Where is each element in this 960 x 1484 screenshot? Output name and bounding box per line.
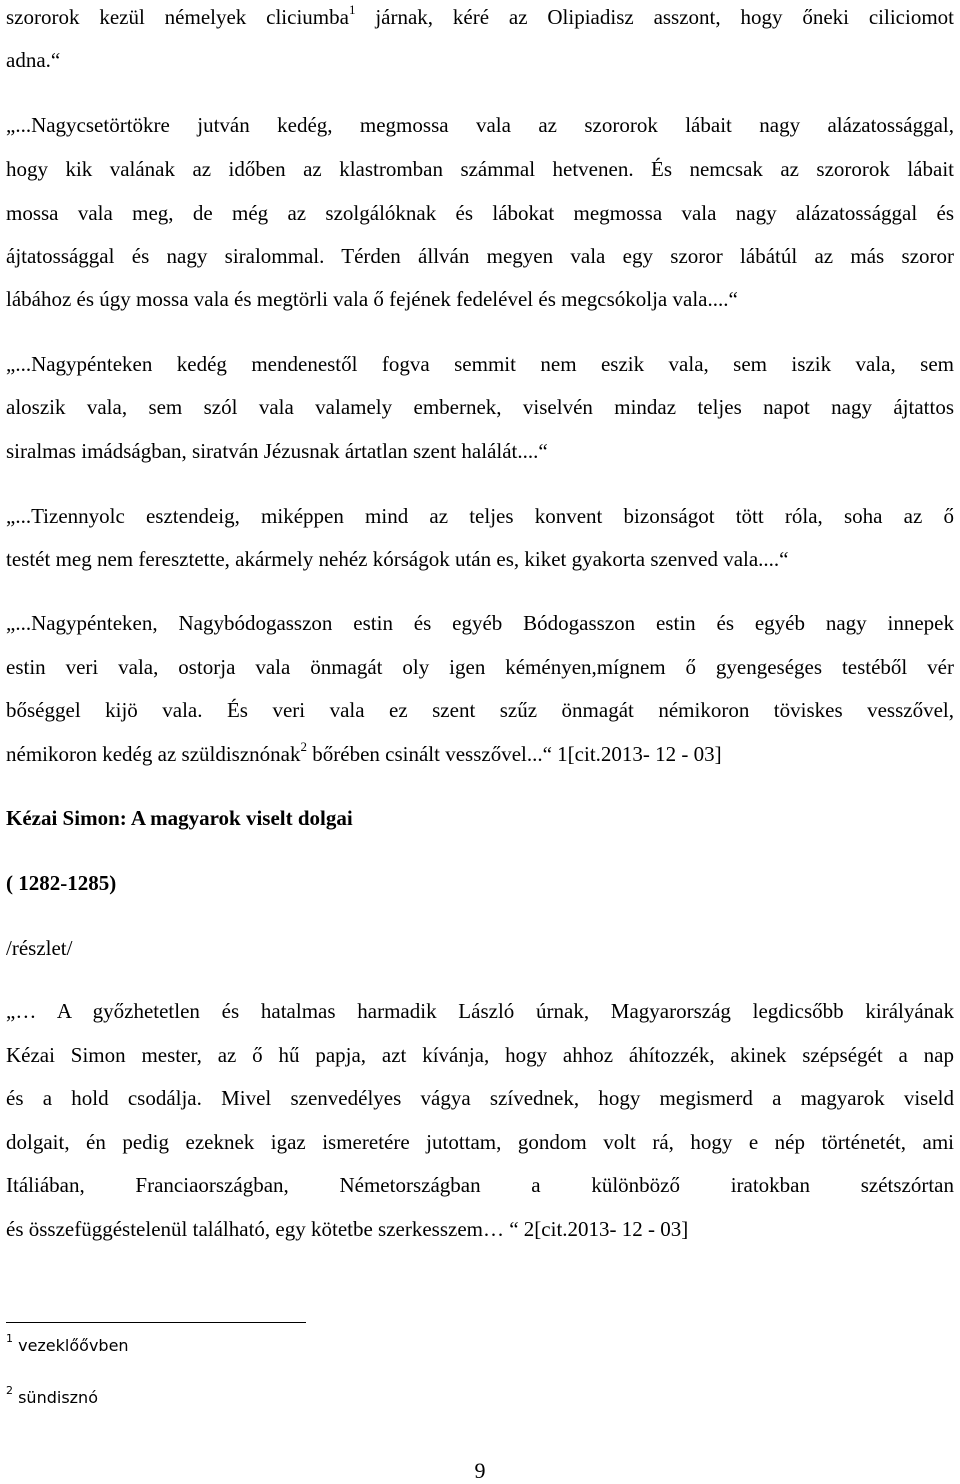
footnote-ref-1[interactable]: 1 [348, 2, 356, 17]
text-line: mossa vala meg, de még az szolgálóknak és lábokat megmossa vala nagy alázatossággal és [6, 201, 954, 225]
excerpt-label: /részlet/ [6, 936, 73, 960]
quote-line: és a hold csodálja. Mivel szenvedélyes vágya szívednek, hogy megismerd a magyarok viseld [6, 1086, 954, 1110]
quote-line: dolgait, én pedig ezeknek igaz ismeretére jutottam, gondom volt rá, hogy e nép történetét, ami [6, 1130, 954, 1154]
footnote-1 [6, 1331, 129, 1356]
text-line [6, 741, 954, 767]
line-text: bőrében csinált vesszővel...“ 1[cit.2013- 12 - 03] [307, 742, 722, 766]
text-line: „...Tizennyolc esztendeig, miképpen mind az teljes konvent bizonságot tött róla, soha az ő [6, 504, 954, 528]
section-heading: Kézai Simon: A magyarok viselt dolgai [6, 806, 353, 830]
text-line: „...Nagypénteken kedég mendenestől fogva semmit nem eszik vala, sem iszik vala, sem [6, 352, 954, 376]
line-text: némikoron kedég az szüldisznónak [6, 742, 301, 766]
text-line: ájtatossággal és nagy siralommal. Térden állván megyen vala egy szoror lábátúl az más szoror [6, 244, 954, 268]
text-line: aloszik vala, sem szól vala valamely embernek, viselvén mindaz teljes napot nagy ájtattos [6, 395, 954, 419]
text-line [6, 4, 954, 30]
text-line: bőséggel kijö vala. És veri vala ez szent szűz önmagát némikoron töviskes vesszővel, [6, 698, 954, 722]
text-line: lábához és úgy mossa vala és megtörli vala ő fejének fedelével és megcsókolja vala....“ [6, 287, 738, 311]
text-line: „...Nagycsetörtökre jutván kedég, megmossa vala az szororok lábait nagy alázatossággal, [6, 113, 954, 137]
quote-line: és összefüggéstelenül található, egy kötetbe szerkesszem… “ 2[cit.2013- 12 - 03] [6, 1217, 689, 1241]
footnote-number: 1 [6, 1331, 13, 1345]
text-line: estin veri vala, ostorja vala önmagát oly igen kéményen,mígnem ő gyengeséges testéből vér [6, 655, 954, 679]
quote-line: „… A győzhetetlen és hatalmas harmadik László úrnak, Magyarország legdicsőbb királyának [6, 999, 954, 1023]
footnote-separator [6, 1322, 306, 1323]
text-line: hogy kik valának az időben az klastromban számmal hetvenen. És nemcsak az szororok lábait [6, 157, 954, 181]
line-text: szororok kezül némelyek cliciumba [6, 5, 349, 29]
text-line: testét meg nem feresztette, akármely nehéz kórságok után es, kiket gyakorta szenved vala....“ [6, 547, 789, 571]
footnote-number: 2 [6, 1383, 13, 1397]
text-line: adna.“ [6, 48, 61, 72]
section-date: ( 1282-1285) [6, 871, 117, 895]
footnote-text: vezeklőővben [18, 1336, 129, 1355]
quote-line: Kézai Simon mester, az ő hű papja, azt kívánja, hogy ahhoz áhítozzék, akinek szépségét a nap [6, 1043, 954, 1067]
footnote-ref-2[interactable]: 2 [300, 739, 307, 754]
text-line: „...Nagypénteken, Nagybódogasszon estin és egyéb Bódogasszon estin és egyéb nagy innepek [6, 611, 954, 635]
line-text: járnak, kéré az Olipiadisz asszont, hogy őneki ciliciomot [355, 5, 955, 29]
quote-line: Itáliában, Franciaországban, Németországban a különböző iratokban szétszórtan [6, 1173, 954, 1197]
page-number: 9 [474, 1458, 486, 1483]
footnote-text: sündisznó [18, 1388, 98, 1407]
footnote-2 [6, 1383, 98, 1408]
text-line: siralmas imádságban, siratván Jézusnak ártatlan szent halálát....“ [6, 439, 548, 463]
